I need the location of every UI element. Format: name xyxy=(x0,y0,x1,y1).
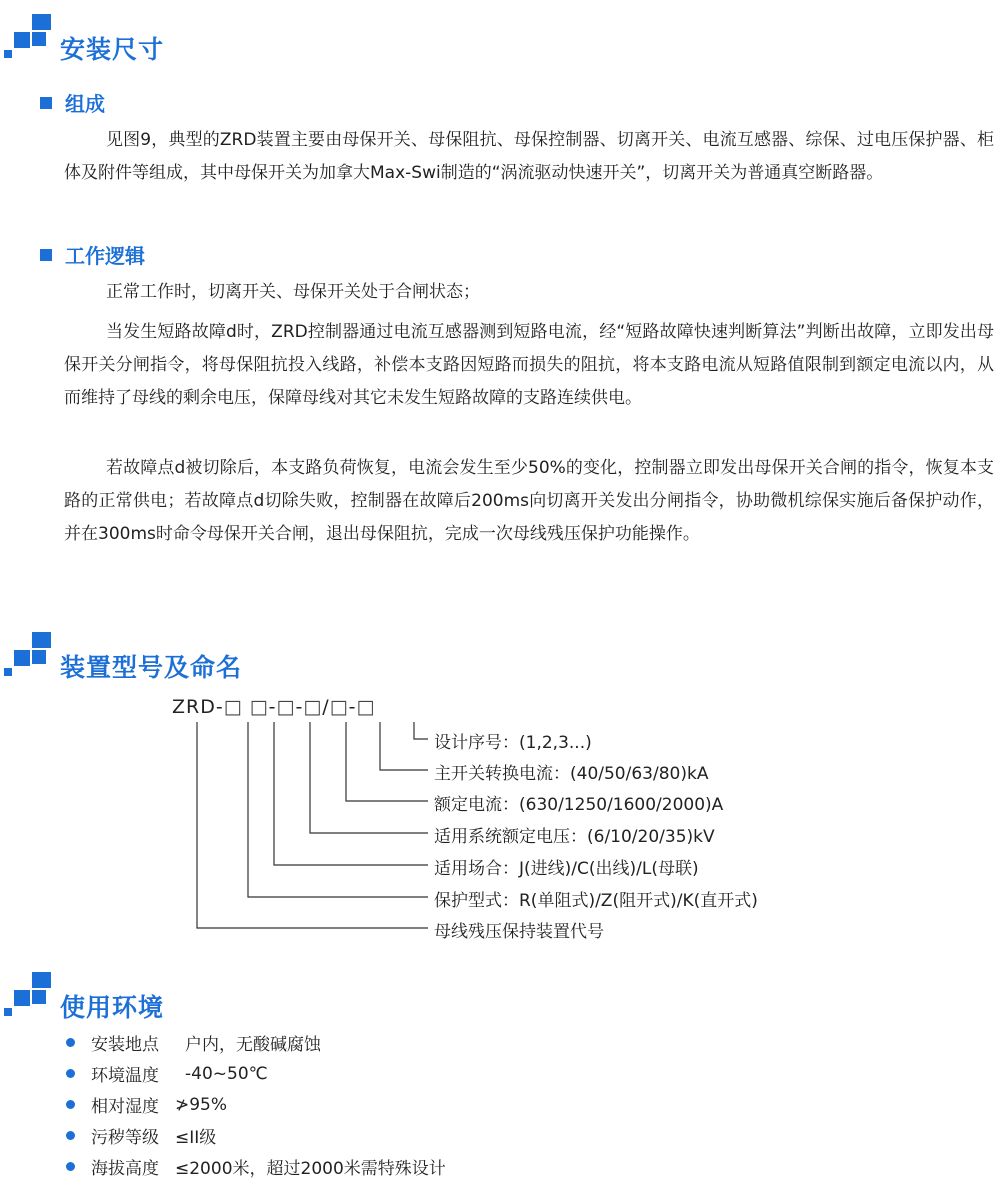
naming-item-application: 适用场合：J(进线)/C(出线)/L(母联) xyxy=(434,859,699,879)
dot-bullet-icon xyxy=(66,1038,75,1047)
model-prefix: ZRD xyxy=(172,696,216,718)
naming-item-rated-current: 额定电流：(630/1250/1600/2000)A xyxy=(434,795,724,815)
connector-switch-current xyxy=(380,722,428,770)
model-separator: - xyxy=(348,696,357,718)
model-separator: - xyxy=(268,696,277,718)
env-value: ≯95% xyxy=(175,1094,228,1115)
env-label: 污秽等级 xyxy=(91,1128,159,1148)
dot-bullet-icon xyxy=(66,1100,75,1109)
dot-bullet-icon xyxy=(66,1069,75,1078)
dot-bullet-icon xyxy=(66,1131,75,1140)
env-value: ≤II级 xyxy=(175,1128,217,1148)
placeholder-box-icon: □ xyxy=(303,696,323,718)
env-item-temperature xyxy=(66,1061,268,1086)
section-title-installation: 安装尺寸 xyxy=(60,35,165,64)
naming-item-protection-type: 保护型式：R(单阻式)/Z(阻开式)/K(直开式) xyxy=(434,891,758,911)
logic-paragraph-2: 当发生短路故障d时，ZRD控制器通过电流互感器测到短路电流，经“短路故障快速判断算法”判断出故障，立即发出母保开关分闸指令，将母保阻抗投入线路，补偿本支路因短路而损失的阻抗，将本支路电流从短路值限制到额定电流以内，从而维持了母线的剩余电压，保障母线对其它未发生短路故障的支路连续供电。 xyxy=(64,322,994,408)
connector-rated-voltage xyxy=(310,722,428,833)
subsection-title: 组成 xyxy=(65,92,105,116)
env-item-pollution xyxy=(66,1123,216,1148)
connector-rated-current xyxy=(346,722,428,801)
subsection-title: 工作逻辑 xyxy=(65,244,145,268)
section-logo-icon xyxy=(4,972,52,1016)
naming-item-rated-voltage: 适用系统额定电压：(6/10/20/35)kV xyxy=(434,827,715,847)
env-value: -40~50℃ xyxy=(185,1063,268,1084)
env-label: 相对湿度 xyxy=(91,1097,159,1117)
placeholder-box-icon: □ xyxy=(276,696,296,718)
env-label: 海拔高度 xyxy=(91,1159,159,1179)
dot-bullet-icon xyxy=(66,1162,75,1171)
connector-protection-type xyxy=(248,722,428,897)
model-separator: - xyxy=(215,696,224,718)
env-value: ≤2000米，超过2000米需特殊设计 xyxy=(175,1159,446,1179)
env-item-altitude xyxy=(66,1154,446,1179)
model-slash: / xyxy=(322,696,330,718)
naming-item-design-seq: 设计序号：(1,2,3...) xyxy=(434,733,592,753)
env-label: 环境温度 xyxy=(91,1066,159,1086)
env-label: 安装地点 xyxy=(91,1035,159,1055)
naming-item-switch-current: 主开关转换电流：(40/50/63/80)kA xyxy=(434,764,709,784)
model-separator: - xyxy=(295,696,304,718)
naming-item-device-code: 母线残压保持装置代号 xyxy=(434,922,604,942)
env-item-humidity xyxy=(66,1092,227,1117)
connector-design-seq xyxy=(414,722,428,739)
env-value: 户内，无酸碱腐蚀 xyxy=(185,1035,321,1055)
composition-paragraph: 见图9，典型的ZRD装置主要由母保开关、母保阻抗、母保控制器、切离开关、电流互感器、综保、过电压保护器、柜体及附件等组成，其中母保开关为加拿大Max-Swi制造的“涡流驱动快速开关”，切离开关为普通真空断路器。 xyxy=(64,130,994,183)
section-title-environment: 使用环境 xyxy=(60,993,165,1022)
placeholder-box-icon: □ xyxy=(356,696,376,718)
logic-paragraph-1: 正常工作时，切离开关、母保开关处于合闸状态； xyxy=(106,282,480,302)
placeholder-box-icon: □ xyxy=(223,696,243,718)
placeholder-box-icon: □ xyxy=(329,696,349,718)
section-title-model-naming: 装置型号及命名 xyxy=(60,653,243,682)
env-item-location xyxy=(66,1030,321,1055)
placeholder-box-icon: □ xyxy=(249,696,269,718)
connector-application xyxy=(274,722,428,865)
logic-paragraph-3: 若故障点d被切除后，本支路负荷恢复，电流会发生至少50%的变化，控制器立即发出母保开关合闸的指令，恢复本支路的正常供电；若故障点d切除失败，控制器在故障后200ms向切离开关发出分闸指令，协助微机综保实施后备保护动作，并在300ms时命令母保开关合闸，退出母保阻抗，完成一次母线残压保护功能操作。 xyxy=(64,458,994,544)
